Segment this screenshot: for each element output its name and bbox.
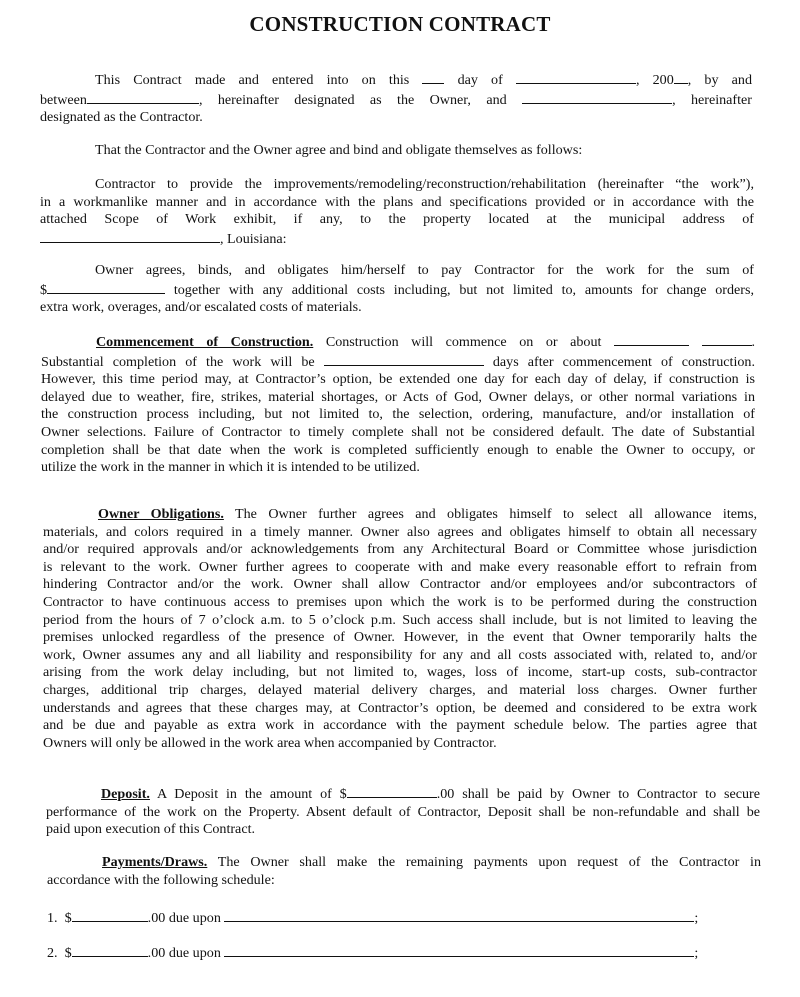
deposit-amount-blank[interactable] (347, 784, 437, 798)
obligations-rest-1: and/or required approvals and/or acknowledgements from any Architectural Board or Committee whose jurisdiction (43, 541, 757, 558)
intro-text-8: designated as the Contractor. (40, 109, 203, 126)
obligations-rest-2: is relevant to the work. Owner further agrees to cooperate with and make every reasonable effort to refrain from (43, 558, 757, 575)
commencement-period: . (751, 334, 756, 350)
payments-line-1: The Owner shall make the remaining payments upon request of the Contractor in (217, 854, 761, 870)
commencement-line-2: Substantial completion of the work will be (41, 353, 315, 370)
payments-line-2: accordance with the following schedule: (47, 871, 275, 888)
commence-year-blank[interactable] (702, 332, 752, 346)
payment-amount-blank[interactable] (72, 908, 148, 922)
payment-line-2: together with any additional costs including, but not limited to, amounts for change orders, (173, 281, 754, 298)
work-line-2: in a workmanlike manner and in accordance with the plans and specifications provided or in accordance with the (40, 193, 754, 210)
payment-item-2 (47, 943, 698, 962)
owner-name-blank[interactable] (87, 90, 199, 104)
intro-text-7: , hereinafter (672, 91, 752, 108)
payments-heading: Payments/Draws. (102, 854, 208, 870)
sum-blank[interactable] (47, 280, 165, 294)
obligations-paragraph (43, 506, 757, 752)
year-blank[interactable] (674, 70, 688, 84)
payment-condition-blank[interactable] (224, 943, 694, 957)
deposit-line-1b: .00 shall be paid by Owner to Contractor to secure (436, 786, 760, 802)
deposit-line-1: A Deposit in the amount of $ (157, 786, 347, 802)
obligations-rest-12: Owners will only be allowed in the work area when accompanied by Contractor. (43, 734, 497, 751)
payment-item-number: 2. (47, 945, 58, 961)
contractor-name-blank[interactable] (522, 90, 672, 104)
commencement-heading: Commencement of Construction. (96, 334, 314, 350)
intro-text-5: between (40, 91, 87, 108)
payment-item-end: ; (694, 945, 699, 961)
agree-paragraph: That the Contractor and the Owner agree and bind and obligate themselves as follows: (95, 142, 583, 158)
payment-line-3: extra work, overages, and/or escalated costs of materials. (40, 299, 362, 316)
address-blank[interactable] (40, 229, 220, 243)
commencement-rest-1: delayed due to weather, fire, strikes, material shortages, or Acts of God, Owner delays, or other normal variations in (41, 388, 755, 405)
obligations-rest-10: understands and agrees that these charges may, at Contractor’s option, be deemed and considered to be extra work (43, 699, 757, 716)
deposit-heading: Deposit. (101, 786, 150, 802)
commencement-rest-0: However, this time period may, at Contractor’s option, be extended one day for each day of delay, if construction is (41, 371, 755, 388)
intro-text-1: This Contract made and entered into on this (95, 72, 410, 88)
commence-date-blank[interactable] (614, 332, 689, 346)
month-blank[interactable] (516, 70, 636, 84)
obligations-rest-7: work, Owner assumes any and all liability and responsibility for any and all costs associated with, related to, and/or (43, 646, 757, 663)
obligations-rest-0: materials, and colors required in a timely manner. Owner also agrees and obligates himself to obtain all necessary (43, 523, 757, 540)
commencement-rest-2: the construction process including, but not limited to, the selection, ordering, manufacture, and/or installation of (41, 406, 755, 423)
obligations-line-1: The Owner further agrees and obligates himself to select all allowance items, (235, 506, 757, 522)
document-title: CONSTRUCTION CONTRACT (249, 12, 551, 36)
deposit-rest-0: performance of the work on the Property. Absent default of Contractor, Deposit shall be non-refundable and shall be (46, 803, 760, 820)
work-line-1: Contractor to provide the improvements/remodeling/reconstruction/rehabilitation (hereinafter “the work”), (95, 176, 754, 192)
payment-item-end: ; (694, 910, 699, 926)
payments-paragraph (47, 854, 761, 889)
intro-text-2: day of (457, 72, 503, 88)
obligations-rest-9: charges, additional trip charges, delayed material delivery charges, and material loss charges. Owner further (43, 681, 757, 698)
payment-line-1: Owner agrees, binds, and obligates him/herself to pay Contractor for the work for the sum of (95, 262, 754, 278)
obligations-rest-5: period from the hours of 7 o’clock a.m. to 5 o’clock p.m. Such access shall include, but is not limited to leaving the (43, 611, 757, 628)
payment-item-dollar: $ (64, 945, 72, 961)
obligations-rest-8: arising from the work delay including, but not limited to, wages, loss of income, start-up costs, sub-contractor (43, 664, 757, 681)
intro-text-3: , 200 (635, 72, 674, 88)
payment-item-1 (47, 908, 698, 927)
deposit-rest-1: paid upon execution of this Contract. (46, 821, 256, 838)
commencement-line-2b: days after commencement of construction. (492, 353, 756, 370)
intro-paragraph (40, 70, 752, 127)
commencement-rest-3: Owner selections. Failure of Contractor to timely complete shall not be considered default. The date of Substantial (41, 423, 755, 440)
obligations-heading: Owner Obligations. (98, 506, 224, 522)
commencement-paragraph (41, 332, 755, 477)
intro-text-4: , by and (687, 72, 752, 88)
payment-amount-blank[interactable] (72, 943, 148, 957)
work-paragraph (40, 176, 754, 248)
deposit-paragraph (46, 784, 760, 839)
completion-days-blank[interactable] (324, 352, 484, 366)
work-line-4: , Louisiana: (220, 230, 287, 247)
payment-item-dollar: $ (64, 910, 72, 926)
obligations-rest-3: hindering Contractor and/or the work. Owner shall allow Contractor and/or employees and/or subcontractors of (43, 576, 757, 593)
commencement-rest-4: completion shall be that date when the work is completed sufficiently enough to enable the Owner to occupy, or (41, 441, 755, 458)
payment-item-due: .00 due upon (147, 910, 221, 926)
commencement-line-1: Construction will commence on or about (325, 334, 602, 350)
commencement-rest-5: utilize the work in the manner in which it is intended to be utilized. (41, 459, 420, 476)
payment-condition-blank[interactable] (224, 908, 694, 922)
payment-paragraph (40, 262, 754, 317)
payment-item-due: .00 due upon (147, 945, 221, 961)
obligations-rest-6: premises unlocked regardless of the presence of Owner. However, in the event that Owner temporarily halts the (43, 629, 757, 646)
intro-text-6: , hereinafter designated as the Owner, and (198, 91, 507, 108)
work-line-3: attached Scope of Work exhibit, if any, to the property located at the municipal address of (40, 211, 754, 228)
obligations-rest-4: Contractor to have continuous access to premises upon which the work is to be performed during the construction (43, 593, 757, 610)
payment-dollar: $ (40, 281, 48, 298)
day-blank[interactable] (422, 70, 444, 84)
obligations-rest-11: and be due and payable as extra work in accordance with the payment schedule below. The parties agree that (43, 717, 757, 734)
payment-item-number: 1. (47, 910, 58, 926)
